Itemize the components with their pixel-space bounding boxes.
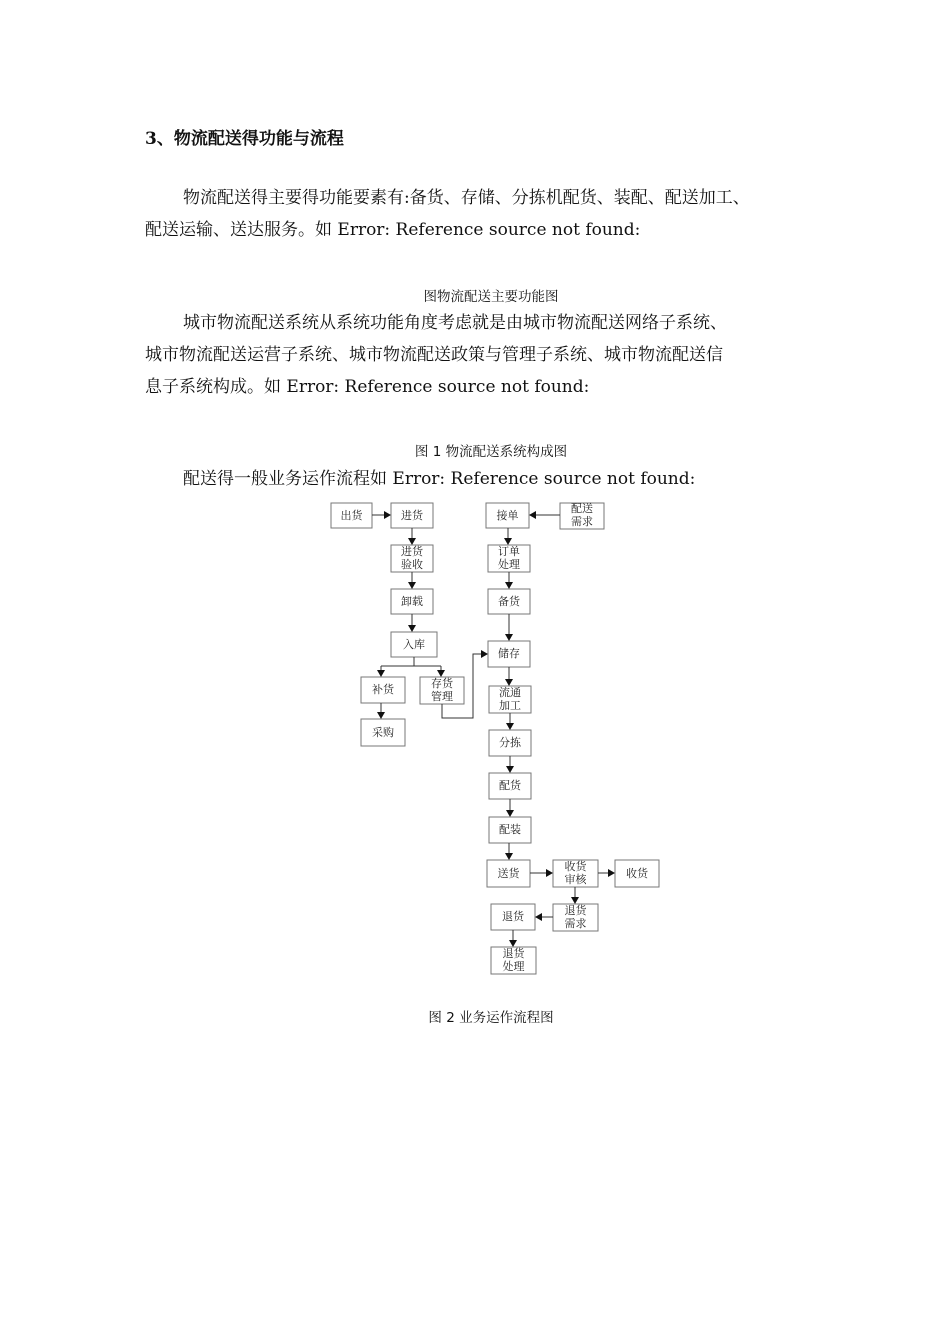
paragraph-system-line3: 息子系统构成。如 Error: Reference source not found: [145, 377, 590, 397]
caption-figure-1: 图 1 物流配送系统构成图 [414, 444, 568, 460]
label-shouhuo-shenhe-2: 审核 [564, 873, 587, 886]
section-heading: 3、物流配送得功能与流程 [145, 129, 344, 149]
caption-function-figure: 图物流配送主要功能图 [423, 289, 559, 305]
label-tuihuo-chuli-2: 处理 [502, 960, 525, 973]
label-ruku: 入库 [403, 638, 425, 651]
paragraph-functions-line2: 配送运输、送达服务。如 Error: Reference source not found: [145, 220, 641, 240]
label-beihuo: 备货 [498, 595, 520, 608]
label-chucun: 储存 [498, 647, 520, 660]
label-jiedan: 接单 [496, 509, 519, 522]
label-xiezai: 卸载 [401, 595, 423, 608]
label-chuhuo: 出货 [340, 509, 363, 522]
label-dingdan-chuli-2: 处理 [498, 558, 520, 571]
label-peisong-xuqiu-2: 需求 [571, 515, 593, 528]
paragraph-system-line1: 城市物流配送系统从系统功能角度考虑就是由城市物流配送网络子系统、 [183, 313, 727, 333]
paragraph-process-line1: 配送得一般业务运作流程如 Error: Reference source not found: [183, 469, 696, 489]
label-cunhuo-guanli-1: 存货 [431, 677, 453, 690]
label-fenjian: 分拣 [499, 736, 521, 749]
paragraph-system-line2: 城市物流配送运营子系统、城市物流配送政策与管理子系统、城市物流配送信 [145, 345, 723, 365]
label-jinhuo-yanshou-2: 验收 [401, 558, 423, 571]
label-tuihuo: 退货 [502, 910, 524, 923]
label-liutong-jiagong-1: 流通 [499, 686, 521, 699]
label-dingdan-chuli-1: 订单 [498, 545, 520, 558]
label-shouhuo: 收货 [626, 867, 648, 880]
label-jinhuo: 进货 [401, 509, 423, 522]
label-buhuo: 补货 [372, 683, 394, 696]
label-peihuo: 配货 [499, 779, 521, 792]
paragraph-functions-line1: 物流配送得主要得功能要素有:备货、存储、分拣机配货、装配、配送加工、 [183, 188, 750, 208]
label-cunhuo-guanli-2: 管理 [431, 690, 453, 703]
label-tuihuo-xuqiu-1: 退货 [564, 904, 587, 917]
label-liutong-jiagong-2: 加工 [499, 699, 521, 712]
label-tuihuo-chuli-1: 退货 [502, 947, 525, 960]
label-tuihuo-xuqiu-2: 需求 [564, 917, 587, 930]
label-jinhuo-yanshou-1: 进货 [401, 545, 423, 558]
label-shouhuo-shenhe-1: 收货 [564, 860, 587, 873]
label-peisong-xuqiu-1: 配送 [571, 502, 593, 515]
label-caigou: 采购 [372, 726, 394, 739]
caption-figure-2: 图 2 业务运作流程图 [428, 1010, 554, 1026]
label-peizhuang: 配装 [499, 823, 521, 836]
label-songhuo: 送货 [497, 867, 520, 880]
